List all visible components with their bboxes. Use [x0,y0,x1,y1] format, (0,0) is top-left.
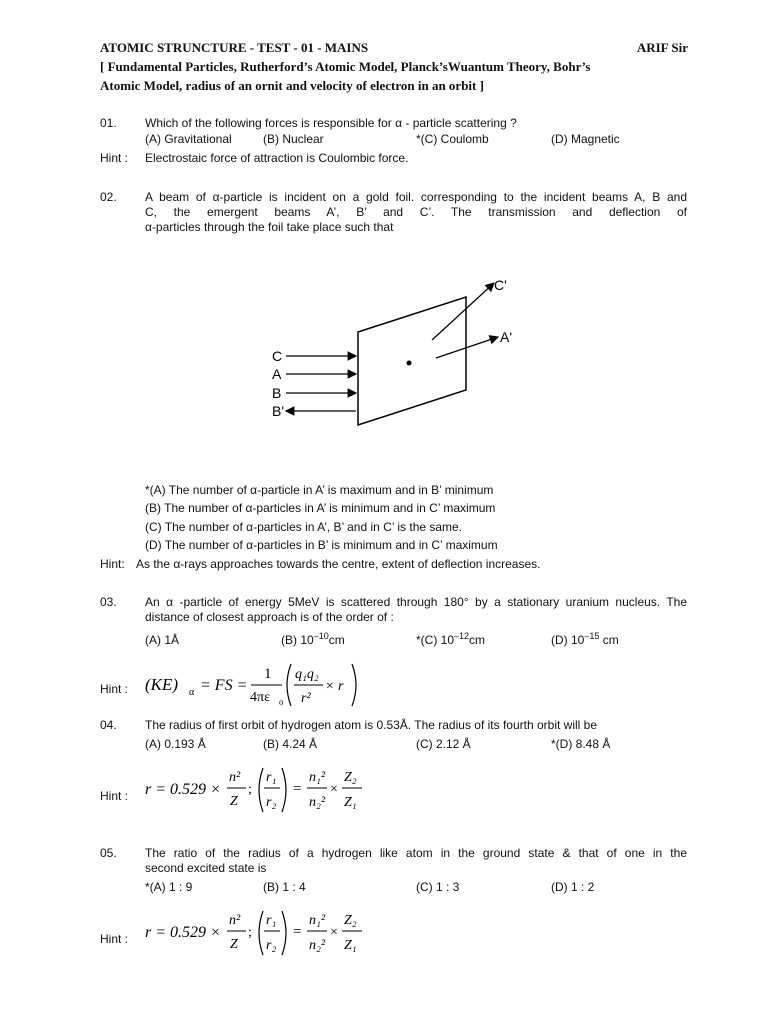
r-squared: r² [301,691,311,706]
n1-squared: n₁² [309,913,326,928]
option-d [551,633,619,648]
option-b: (B) Nuclear [263,132,324,146]
test-title-row [100,40,688,56]
times-r: × r [325,679,344,694]
times: × [330,782,338,797]
z1: Z₁ [344,795,357,810]
option-text: (B) 10 [281,633,314,647]
question-text-line: C, the emergent beams A’, B’ and C’. The transmission and deflection of [145,205,687,219]
beam-a-prime-arrow [436,337,498,358]
n-squared: n² [229,913,241,928]
z: Z [230,937,238,952]
z2: Z₂ [344,770,357,785]
question-text-line: The ratio of the radius of a hydrogen like atom in the ground state & that of one in the [145,846,687,860]
question-text-line: distance of closest approach is of the order of : [145,610,394,624]
r2: r₂ [266,938,277,953]
hint-label: Hint : [100,151,129,165]
question-text: Which of the following forces is responsible for α - particle scattering ? [145,116,517,130]
open-paren [287,664,291,706]
question-number: 03. [100,595,117,609]
z2: Z₂ [344,913,357,928]
beam-c-prime-arrow [432,283,494,340]
n1-squared: n₁² [309,770,326,785]
option-d: (D) The number of α-particles in B’ is minimum and in C’ maximum [145,538,498,552]
option-exponent: –10 [313,631,329,641]
numerator-one: 1 [264,666,272,682]
topics-line-2: Atomic Model, radius of an ornit and velocity of electron in an orbit ] [100,78,484,93]
semicolon: ; [248,925,252,940]
label-a: A [272,366,282,382]
r2: r₂ [266,795,277,810]
option-exponent: –15 [584,631,600,641]
option-c: *(C) Coulomb [416,132,489,146]
label-b-prime: B' [272,403,285,419]
open-paren [259,768,263,812]
r-equals: r = 0.529 × [145,924,221,941]
option-unit: cm [599,633,619,647]
hint-label: Hint : [100,932,129,946]
option-c: (C) The number of α-particles in A’, B’ and in C’ is the same. [145,520,463,534]
option-d: *(D) 8.48 Å [551,737,611,751]
hint-formula-radius [145,905,375,961]
n2-squared: n₂² [309,795,326,810]
hint-text: As the α-rays approaches towards the centre, extent of deflection increases. [136,557,541,571]
question-number: 01. [100,116,117,130]
r-equals: r = 0.529 × [145,781,221,798]
open-paren [259,911,263,955]
nucleus-dot [407,361,412,366]
question-number: 04. [100,718,117,732]
q1q2: q₁q₂ [295,667,319,682]
gold-foil-scattering-diagram [260,270,530,430]
r1: r₁ [266,913,277,928]
option-b: (B) 4.24 Å [263,737,318,751]
close-paren [282,911,286,955]
option-a: *(A) 1 : 9 [145,880,193,894]
question-number: 05. [100,846,117,860]
alpha-subscript: α [189,687,195,698]
z: Z [230,794,238,809]
author-name: ARIF Sir [636,40,688,55]
gold-foil [358,297,466,425]
option-a: (A) 0.193 Å [145,737,206,751]
option-d: (D) 1 : 2 [551,880,595,894]
label-c: C [272,348,283,364]
option-c [416,633,485,648]
hint-label: Hint : [100,789,129,803]
z1: Z₁ [344,938,357,953]
ke-term: (KE) [145,675,179,694]
option-b: (B) The number of α-particles in A’ is minimum and in C’ maximum [145,501,496,515]
hint-formula-closest-approach [145,660,365,710]
hint-label: Hint : [100,682,129,696]
n2-squared: n₂² [309,938,326,953]
option-unit: cm [469,633,486,647]
option-unit: cm [328,633,345,647]
hint-label: Hint: [100,557,125,571]
option-d: (D) Magnetic [551,132,620,146]
epsilon-subscript: o [279,697,284,707]
option-a: (A) Gravitational [145,132,232,146]
option-text: *(C) 10 [416,633,455,647]
label-c-prime: C' [494,277,507,293]
question-text-line: second excited state is [145,861,267,875]
option-b: (B) 1 : 4 [263,880,306,894]
question-number: 02. [100,190,117,204]
question-text-line: α-particles through the foil take place such that [145,220,394,234]
question-text [145,595,687,625]
question-text-line: A beam of α-particle is incident on a gold foil. corresponding to the incident beams A, B and [145,190,687,204]
option-exponent: –12 [454,631,470,641]
option-text: (A) 1Å [145,633,180,647]
label-a-prime: A' [500,329,513,345]
r1: r₁ [266,770,277,785]
semicolon: ; [248,782,252,797]
four-pi-epsilon: 4πε [250,690,270,705]
hint-formula-radius [145,762,375,818]
equals: = [293,924,302,940]
close-paren [352,664,356,706]
option-a [145,633,179,648]
option-a: *(A) The number of α-particle in A’ is maximum and in B’ minimum [145,483,494,497]
option-c: (C) 1 : 3 [416,880,460,894]
option-b [281,633,345,648]
equals: = [293,781,302,797]
label-b: B [272,385,282,401]
question-text-line: An α -particle of energy 5MeV is scattered through 180° by a stationary uranium nucleus. The [145,595,687,609]
test-title: ATOMIC STRUNCTURE - TEST - 01 - MAINS [100,40,369,55]
hint-text: Electrostaic force of attraction is Coulombic force. [145,151,409,165]
topics-line-1: [ Fundamental Particles, Rutherford’s Atomic Model, Planck’sWuantum Theory, Bohr’s [100,59,591,74]
option-c: (C) 2.12 Å [416,737,471,751]
question-text [145,190,687,235]
n-squared: n² [229,770,241,785]
option-text: (D) 10 [551,633,585,647]
question-text [145,846,687,876]
equals-fs: = FS = [200,677,248,694]
question-text: The radius of first orbit of hydrogen atom is 0.53Å. The radius of its fourth orbit will be [145,718,597,732]
close-paren [282,768,286,812]
times: × [330,925,338,940]
